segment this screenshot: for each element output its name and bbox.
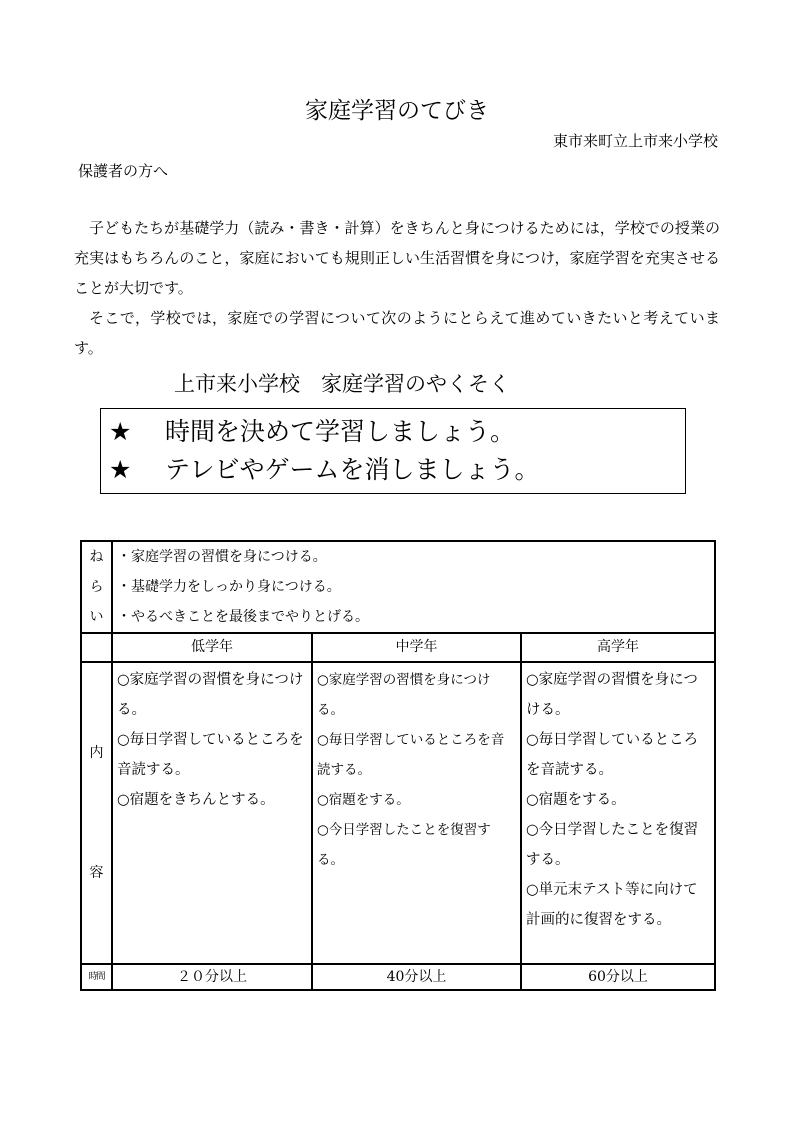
time-upper-grade: 60分以上 bbox=[521, 964, 715, 990]
content-upper-grade bbox=[521, 662, 715, 964]
aims-label-cell bbox=[81, 541, 112, 633]
time-row bbox=[81, 964, 715, 990]
content-item: ○家庭学習の習慣を身につける。 bbox=[317, 672, 491, 718]
promise-box bbox=[100, 408, 686, 494]
content-item: ○宿題をする。 bbox=[317, 792, 410, 808]
content-item: ○家庭学習の習慣を身につける。 bbox=[526, 672, 698, 718]
empty-header-cell bbox=[81, 633, 112, 662]
school-name: 東市来町立上市来小学校 bbox=[552, 132, 718, 150]
content-item: ○家庭学習の習慣を身につける。 bbox=[117, 672, 304, 718]
content-item: ○宿題をする。 bbox=[526, 792, 626, 808]
promise-item bbox=[109, 450, 540, 486]
content-label-char: 容 bbox=[89, 865, 104, 881]
time-lower-grade: ２０分以上 bbox=[112, 964, 312, 990]
grade-header-middle: 中学年 bbox=[312, 633, 521, 662]
content-lower-grade bbox=[112, 662, 312, 964]
content-item: ○毎日学習しているところを音読する。 bbox=[117, 732, 304, 778]
aims-label-char: ね bbox=[89, 549, 104, 565]
content-middle-grade bbox=[312, 662, 521, 964]
intro-paragraph-1: 子どもたちが基礎学力（読み・書き・計算）をきちんと身につけるためには，学校での授業の充実はもちろんのこと，家庭においても規則正しい生活習慣を身につけ，家庭学習を充実させることが大切です。 bbox=[74, 219, 720, 297]
promise-item-text: 時間を決めて学習しましょう。 bbox=[165, 417, 516, 446]
aims-row bbox=[81, 541, 715, 633]
promise-heading: 上市来小学校 家庭学習のやくそく bbox=[174, 372, 510, 396]
aims-cell bbox=[112, 541, 715, 633]
aim-item: ・家庭学習の習慣を身につける。 bbox=[117, 549, 327, 565]
content-item: ○単元末テスト等に向けて計画的に復習をする。 bbox=[526, 882, 698, 928]
content-item: ○毎日学習しているところを音読する。 bbox=[526, 732, 699, 778]
content-label-cell bbox=[81, 662, 112, 964]
content-item: ○宿題をきちんとする。 bbox=[117, 792, 275, 808]
content-label-char: 内 bbox=[89, 745, 104, 761]
promise-item bbox=[109, 412, 515, 448]
content-row bbox=[81, 662, 715, 964]
recipient-line: 保護者の方へ bbox=[78, 162, 169, 180]
star-icon: ★ bbox=[109, 455, 132, 484]
content-item: ○今日学習したことを復習する。 bbox=[317, 822, 491, 868]
content-item: ○今日学習したことを復習する。 bbox=[526, 822, 699, 868]
promise-item-text: テレビやゲームを消しましょう。 bbox=[165, 455, 540, 484]
grade-header-lower: 低学年 bbox=[112, 633, 312, 662]
time-label-cell: 時間 bbox=[81, 964, 112, 990]
grade-header-upper: 高学年 bbox=[521, 633, 715, 662]
time-middle-grade: 40分以上 bbox=[312, 964, 521, 990]
study-guide-table bbox=[80, 540, 716, 991]
content-item: ○毎日学習しているところを音読する。 bbox=[317, 732, 505, 778]
aim-item: ・基礎学力をしっかり身につける。 bbox=[117, 579, 341, 595]
grade-header-row bbox=[81, 633, 715, 662]
star-icon: ★ bbox=[109, 417, 132, 446]
intro-paragraph-2: そこで，学校では，家庭での学習について次のようにとらえて進めていきたいと考えています。 bbox=[74, 309, 720, 357]
aim-item: ・やるべきことを最後までやりとげる。 bbox=[117, 609, 369, 625]
aims-label-char: ら bbox=[89, 579, 104, 595]
document-title: 家庭学習のてびき bbox=[305, 98, 489, 124]
aims-label-char: い bbox=[89, 609, 104, 625]
